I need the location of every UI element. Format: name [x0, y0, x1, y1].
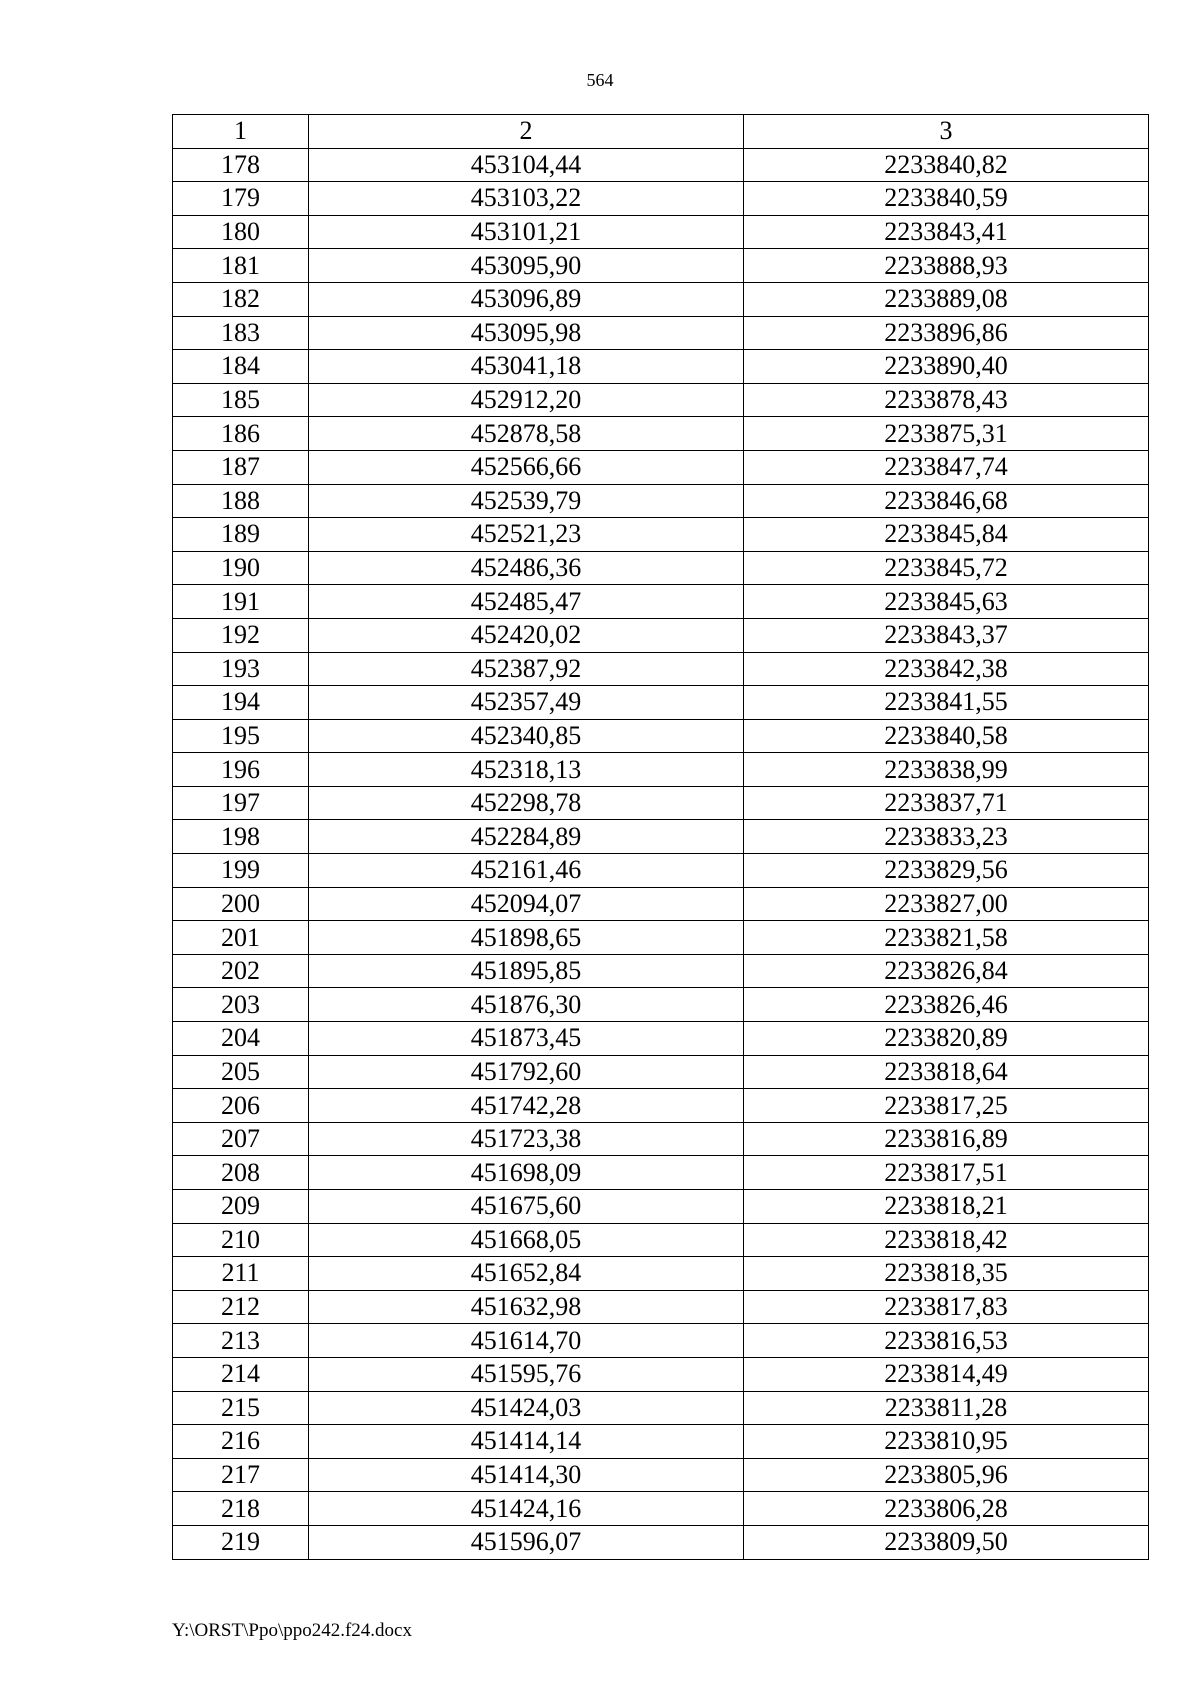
- table-row: [173, 1022, 1149, 1056]
- table-header-row: [173, 115, 1149, 149]
- table-row: [173, 518, 1149, 552]
- point-number-cell: 208: [173, 1156, 309, 1190]
- coordinate-y-cell: 2233837,71: [744, 786, 1149, 820]
- coordinate-x-cell: 452357,49: [309, 686, 744, 720]
- point-number-cell: 179: [173, 182, 309, 216]
- table-row: [173, 182, 1149, 216]
- point-number-cell: 195: [173, 719, 309, 753]
- table-row: [173, 417, 1149, 451]
- coordinate-x-cell: 451895,85: [309, 954, 744, 988]
- coordinate-x-cell: 453104,44: [309, 148, 744, 182]
- coordinate-y-cell: 2233840,82: [744, 148, 1149, 182]
- coordinate-x-cell: 453095,90: [309, 249, 744, 283]
- point-number-cell: 190: [173, 551, 309, 585]
- table-row: [173, 383, 1149, 417]
- coordinate-x-cell: 451595,76: [309, 1357, 744, 1391]
- table-row: [173, 1122, 1149, 1156]
- coordinate-y-cell: 2233806,28: [744, 1492, 1149, 1526]
- coordinate-x-cell: 451698,09: [309, 1156, 744, 1190]
- point-number-cell: 188: [173, 484, 309, 518]
- coordinate-x-cell: 451742,28: [309, 1089, 744, 1123]
- coordinate-x-cell: 451424,16: [309, 1492, 744, 1526]
- table-row: [173, 1525, 1149, 1559]
- point-number-cell: 196: [173, 753, 309, 787]
- coordinate-y-cell: 2233827,00: [744, 887, 1149, 921]
- point-number-cell: 216: [173, 1425, 309, 1459]
- point-number-cell: 202: [173, 954, 309, 988]
- point-number-cell: 180: [173, 215, 309, 249]
- point-number-cell: 217: [173, 1458, 309, 1492]
- point-number-cell: 181: [173, 249, 309, 283]
- coordinate-y-cell: 2233846,68: [744, 484, 1149, 518]
- coordinate-y-cell: 2233820,89: [744, 1022, 1149, 1056]
- table-row: [173, 148, 1149, 182]
- point-number-cell: 178: [173, 148, 309, 182]
- coordinate-x-cell: 452284,89: [309, 820, 744, 854]
- point-number-cell: 192: [173, 618, 309, 652]
- table-row: [173, 282, 1149, 316]
- coordinate-x-cell: 451414,14: [309, 1425, 744, 1459]
- table-row: [173, 686, 1149, 720]
- coordinate-y-cell: 2233811,28: [744, 1391, 1149, 1425]
- table-row: [173, 1324, 1149, 1358]
- point-number-cell: 212: [173, 1290, 309, 1324]
- point-number-cell: 214: [173, 1357, 309, 1391]
- coordinate-x-cell: 451614,70: [309, 1324, 744, 1358]
- coordinate-y-cell: 2233829,56: [744, 854, 1149, 888]
- coordinate-y-cell: 2233843,41: [744, 215, 1149, 249]
- point-number-cell: 185: [173, 383, 309, 417]
- point-number-cell: 184: [173, 350, 309, 384]
- coordinate-y-cell: 2233833,23: [744, 820, 1149, 854]
- coordinate-x-cell: 451898,65: [309, 921, 744, 955]
- coordinate-y-cell: 2233845,72: [744, 551, 1149, 585]
- table-row: [173, 786, 1149, 820]
- coordinate-x-cell: 452340,85: [309, 719, 744, 753]
- page-number: 564: [586, 70, 614, 90]
- coordinate-x-cell: 453103,22: [309, 182, 744, 216]
- coordinate-x-cell: 451723,38: [309, 1122, 744, 1156]
- coordinate-x-cell: 451873,45: [309, 1022, 744, 1056]
- table-row: [173, 1290, 1149, 1324]
- coordinate-y-cell: 2233847,74: [744, 450, 1149, 484]
- coordinate-x-cell: 451414,30: [309, 1458, 744, 1492]
- point-number-cell: 218: [173, 1492, 309, 1526]
- point-number-cell: 183: [173, 316, 309, 350]
- coordinate-y-cell: 2233889,08: [744, 282, 1149, 316]
- coordinate-x-cell: 452566,66: [309, 450, 744, 484]
- coordinate-y-cell: 2233845,84: [744, 518, 1149, 552]
- coordinate-y-cell: 2233840,59: [744, 182, 1149, 216]
- coordinate-y-cell: 2233818,42: [744, 1223, 1149, 1257]
- point-number-cell: 206: [173, 1089, 309, 1123]
- point-number-cell: 187: [173, 450, 309, 484]
- coordinate-x-cell: 452878,58: [309, 417, 744, 451]
- coordinate-x-cell: 452298,78: [309, 786, 744, 820]
- point-number-cell: 189: [173, 518, 309, 552]
- coordinate-y-cell: 2233875,31: [744, 417, 1149, 451]
- table-row: [173, 820, 1149, 854]
- table-row: [173, 551, 1149, 585]
- point-number-cell: 191: [173, 585, 309, 619]
- coordinate-x-cell: 453101,21: [309, 215, 744, 249]
- point-number-cell: 209: [173, 1190, 309, 1224]
- table-row: [173, 954, 1149, 988]
- table-row: [173, 484, 1149, 518]
- footer-file-path: Y:\ORST\Ppo\ppo242.f24.docx: [172, 1620, 412, 1641]
- point-number-cell: 211: [173, 1257, 309, 1291]
- table-row: [173, 652, 1149, 686]
- point-number-cell: 204: [173, 1022, 309, 1056]
- coordinate-x-cell: 452539,79: [309, 484, 744, 518]
- column-header-3: 3: [744, 115, 1149, 149]
- coordinate-x-cell: 452912,20: [309, 383, 744, 417]
- coordinate-y-cell: 2233816,53: [744, 1324, 1149, 1358]
- coordinate-x-cell: 453041,18: [309, 350, 744, 384]
- point-number-cell: 210: [173, 1223, 309, 1257]
- point-number-cell: 215: [173, 1391, 309, 1425]
- coordinate-x-cell: 451632,98: [309, 1290, 744, 1324]
- coordinates-table: [172, 114, 1149, 1560]
- coordinate-x-cell: 451675,60: [309, 1190, 744, 1224]
- point-number-cell: 198: [173, 820, 309, 854]
- coordinate-y-cell: 2233840,58: [744, 719, 1149, 753]
- coordinate-x-cell: 451652,84: [309, 1257, 744, 1291]
- coordinate-y-cell: 2233809,50: [744, 1525, 1149, 1559]
- point-number-cell: 203: [173, 988, 309, 1022]
- table-row: [173, 249, 1149, 283]
- point-number-cell: 186: [173, 417, 309, 451]
- table-row: [173, 350, 1149, 384]
- point-number-cell: 199: [173, 854, 309, 888]
- coordinate-y-cell: 2233838,99: [744, 753, 1149, 787]
- table-row: [173, 1223, 1149, 1257]
- point-number-cell: 197: [173, 786, 309, 820]
- coordinate-y-cell: 2233810,95: [744, 1425, 1149, 1459]
- table-row: [173, 887, 1149, 921]
- coordinate-y-cell: 2233826,84: [744, 954, 1149, 988]
- table-row: [173, 719, 1149, 753]
- table-row: [173, 618, 1149, 652]
- coordinate-y-cell: 2233890,40: [744, 350, 1149, 384]
- point-number-cell: 194: [173, 686, 309, 720]
- table-row: [173, 1357, 1149, 1391]
- table-row: [173, 585, 1149, 619]
- coordinates-table-body: [173, 115, 1149, 1560]
- table-row: [173, 1055, 1149, 1089]
- coordinate-x-cell: 452485,47: [309, 585, 744, 619]
- table-row: [173, 1425, 1149, 1459]
- table-row: [173, 753, 1149, 787]
- coordinate-y-cell: 2233843,37: [744, 618, 1149, 652]
- table-row: [173, 1492, 1149, 1526]
- table-row: [173, 1391, 1149, 1425]
- coordinate-x-cell: 452486,36: [309, 551, 744, 585]
- coordinate-x-cell: 452420,02: [309, 618, 744, 652]
- point-number-cell: 193: [173, 652, 309, 686]
- point-number-cell: 201: [173, 921, 309, 955]
- table-row: [173, 1089, 1149, 1123]
- table-row: [173, 1156, 1149, 1190]
- coordinate-y-cell: 2233817,51: [744, 1156, 1149, 1190]
- point-number-cell: 182: [173, 282, 309, 316]
- table-row: [173, 316, 1149, 350]
- coordinate-y-cell: 2233896,86: [744, 316, 1149, 350]
- table-row: [173, 1190, 1149, 1224]
- coordinate-x-cell: 453096,89: [309, 282, 744, 316]
- coordinate-y-cell: 2233818,35: [744, 1257, 1149, 1291]
- coordinate-x-cell: 451876,30: [309, 988, 744, 1022]
- coordinate-y-cell: 2233888,93: [744, 249, 1149, 283]
- table-row: [173, 215, 1149, 249]
- coordinate-x-cell: 451596,07: [309, 1525, 744, 1559]
- coordinate-x-cell: 452094,07: [309, 887, 744, 921]
- point-number-cell: 205: [173, 1055, 309, 1089]
- coordinate-y-cell: 2233842,38: [744, 652, 1149, 686]
- coordinate-y-cell: 2233818,64: [744, 1055, 1149, 1089]
- table-row: [173, 988, 1149, 1022]
- column-header-1: 1: [173, 115, 309, 149]
- coordinate-y-cell: 2233805,96: [744, 1458, 1149, 1492]
- point-number-cell: 213: [173, 1324, 309, 1358]
- coordinate-y-cell: 2233817,25: [744, 1089, 1149, 1123]
- point-number-cell: 207: [173, 1122, 309, 1156]
- table-row: [173, 854, 1149, 888]
- coordinate-x-cell: 452521,23: [309, 518, 744, 552]
- coordinate-x-cell: 453095,98: [309, 316, 744, 350]
- coordinate-x-cell: 451792,60: [309, 1055, 744, 1089]
- coordinate-x-cell: 452161,46: [309, 854, 744, 888]
- coordinate-y-cell: 2233816,89: [744, 1122, 1149, 1156]
- table-row: [173, 921, 1149, 955]
- point-number-cell: 200: [173, 887, 309, 921]
- coordinate-x-cell: 452318,13: [309, 753, 744, 787]
- table-row: [173, 450, 1149, 484]
- coordinate-x-cell: 452387,92: [309, 652, 744, 686]
- coordinate-y-cell: 2233821,58: [744, 921, 1149, 955]
- coordinate-x-cell: 451424,03: [309, 1391, 744, 1425]
- coordinate-y-cell: 2233817,83: [744, 1290, 1149, 1324]
- coordinate-y-cell: 2233841,55: [744, 686, 1149, 720]
- coordinate-y-cell: 2233845,63: [744, 585, 1149, 619]
- column-header-2: 2: [309, 115, 744, 149]
- point-number-cell: 219: [173, 1525, 309, 1559]
- coordinate-y-cell: 2233814,49: [744, 1357, 1149, 1391]
- table-row: [173, 1458, 1149, 1492]
- coordinate-y-cell: 2233826,46: [744, 988, 1149, 1022]
- table-row: [173, 1257, 1149, 1291]
- coordinate-y-cell: 2233818,21: [744, 1190, 1149, 1224]
- coordinate-x-cell: 451668,05: [309, 1223, 744, 1257]
- coordinate-y-cell: 2233878,43: [744, 383, 1149, 417]
